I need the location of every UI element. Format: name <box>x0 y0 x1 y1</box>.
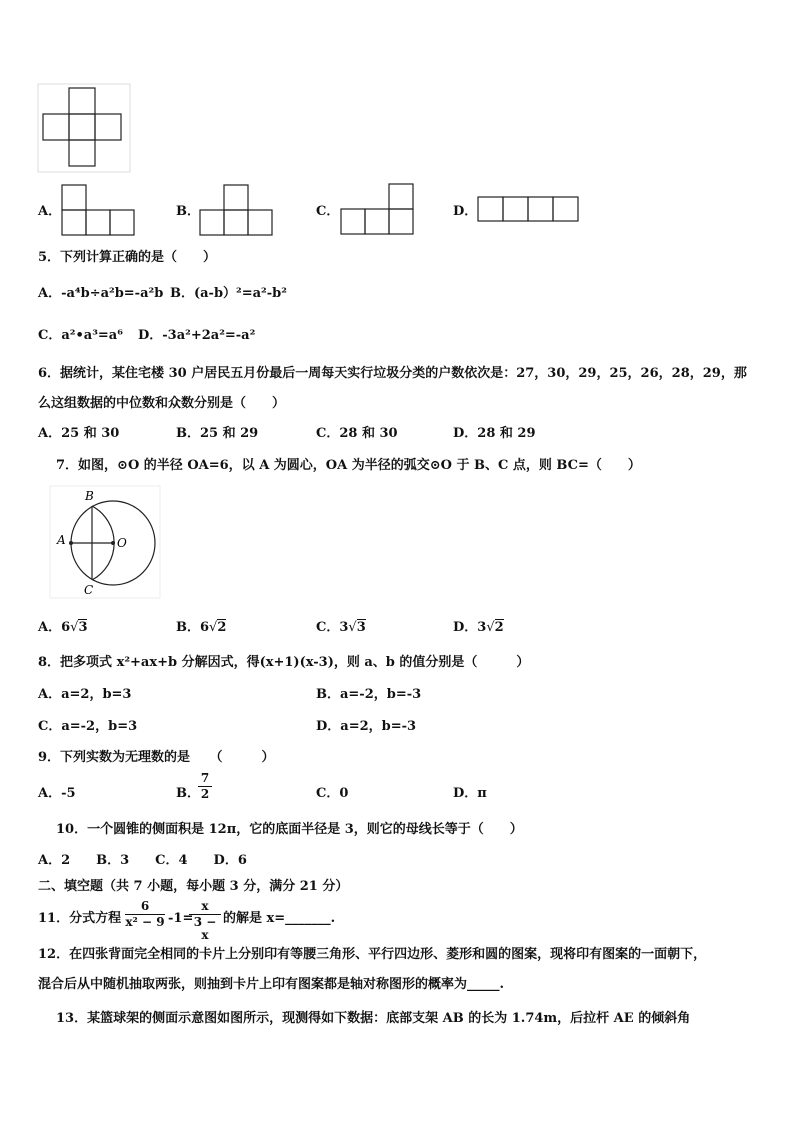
point-a <box>69 541 73 545</box>
cube-net-figure <box>38 84 130 172</box>
q5-option-c: C．a²•a³=a⁶ <box>38 328 123 343</box>
q12-line1: 12．在四张背面完全相同的卡片上分别印有等腰三角形、平行四边形、菱形和圆的图案，现将印有图案的一面朝下， <box>38 947 707 962</box>
q8-stem: 8．把多项式 x²+ax+b 分解因式，得(x+1)(x-3)，则 a、b 的值分别是（ ） <box>38 655 530 670</box>
sqrt-sign: √ <box>70 620 79 635</box>
q6-option-c: C．28 和 30 <box>316 426 398 441</box>
q11-fraction-1 <box>125 900 165 929</box>
q11-fraction-2 <box>189 900 221 942</box>
q7-option-c-label: C．3 <box>316 620 349 635</box>
q6-stem-line1: 6．据统计，某住宅楼 30 户居民五月份最后一周每天实行垃圾分类的户数依次是：27，30，29，25，26，28，29，那 <box>38 366 747 381</box>
sqrt-sign: √ <box>209 620 218 635</box>
q6-option-b: B．25 和 29 <box>176 426 259 441</box>
q11-fraction-1-denominator: x² − 9 <box>125 915 165 929</box>
q8-option-d: D．a=2，b=-3 <box>316 719 417 734</box>
figure-frame <box>38 84 130 172</box>
q12-line2: 混合后从中随机抽取两张，则抽到卡片上印有图案都是轴对称图形的概率为_____. <box>38 977 505 992</box>
q4-option-b-figure <box>198 184 278 238</box>
q7-option-b-label: B．6 <box>176 620 210 635</box>
q7-option-d-label: D．3 <box>453 620 487 635</box>
q7-circle-figure <box>50 486 160 598</box>
q5-option-b: B．(a-b）²=a²-b² <box>170 286 287 301</box>
label-b: B <box>85 489 94 503</box>
q5-option-d: D．-3a²+2a²=-a² <box>138 328 256 343</box>
sqrt-sign: √ <box>348 620 357 635</box>
q6-stem-line2: 么这组数据的中位数和众数分别是（ ） <box>38 396 286 411</box>
q8-option-b: B．a=-2，b=-3 <box>316 687 422 702</box>
q8-option-a: A．a=2，b=3 <box>38 687 132 702</box>
q4-option-c-label: C． <box>316 204 340 219</box>
q6-option-d: D．28 和 29 <box>453 426 536 441</box>
q4-option-a-label: A． <box>38 204 62 219</box>
q9-option-b-fraction <box>198 772 212 801</box>
q11-fraction-2-denominator: 3 − x <box>193 915 217 942</box>
sqrt-sign: √ <box>486 620 495 635</box>
q8-option-c: C．a=-2，b=3 <box>38 719 138 734</box>
q4-option-d-label: D． <box>453 204 478 219</box>
q5-option-a: A．-a⁴b÷a²b=-a²b <box>38 286 164 301</box>
section-heading: 二、填空题（共 7 小题，每小题 3 分，满分 21 分） <box>38 879 349 894</box>
q6-option-a: A．25 和 30 <box>38 426 120 441</box>
label-a: A <box>57 533 66 547</box>
q7-option-d <box>453 620 504 636</box>
label-c: C <box>84 583 94 597</box>
q9-option-d: D．π <box>453 786 487 801</box>
q9-option-b-label: B． <box>176 786 200 801</box>
q10-options: A．2 B．3 C．4 D．6 <box>38 853 247 868</box>
q11-fraction-1-numerator: 6 <box>140 899 150 913</box>
q9-option-b-denominator: 2 <box>200 787 210 801</box>
q7-option-c-radicand: 3 <box>356 620 366 635</box>
q13-line1: 13．某篮球架的侧面示意图如图所示，现测得如下数据：底部支架 AB 的长为 1.74m，后拉杆 AE 的倾斜角 <box>56 1011 691 1026</box>
q7-option-a-label: A．6 <box>38 620 71 635</box>
q4-option-d-figure <box>476 196 582 224</box>
q11-fraction-2-numerator: x <box>201 899 209 913</box>
q7-option-d-radicand: 2 <box>494 620 504 635</box>
q9-option-c: C．0 <box>316 786 349 801</box>
q11-suffix: 的解是 x=_______. <box>223 911 336 926</box>
q9-stem: 9．下列实数为无理数的是 （ ） <box>38 750 275 765</box>
q9-option-a: A．-5 <box>38 786 76 801</box>
q9-option-b-numerator: 7 <box>200 771 210 785</box>
q11-prefix: 11．分式方程 <box>38 911 122 926</box>
q4-option-c-figure <box>338 182 420 238</box>
q7-option-c <box>316 620 366 636</box>
q10-stem: 10．一个圆锥的侧面积是 12π，它的底面半径是 3，则它的母线长等于（ ） <box>56 822 523 837</box>
q11-middle: -1= <box>168 911 194 926</box>
q7-option-a <box>38 620 87 636</box>
q7-option-b <box>176 620 226 636</box>
figure-frame <box>50 486 160 598</box>
q7-option-b-radicand: 2 <box>217 620 227 635</box>
label-o: O <box>117 536 127 550</box>
point-o <box>111 541 115 545</box>
q7-stem: 7．如图，⊙O 的半径 OA=6，以 A 为圆心，OA 为半径的弧交⊙O 于 B、C 点，则 BC=（ ） <box>56 458 641 473</box>
q4-option-a-figure <box>60 184 140 238</box>
q4-option-b-label: B． <box>176 204 200 219</box>
q7-option-a-radicand: 3 <box>78 620 88 635</box>
q5-stem: 5．下列计算正确的是（ ） <box>38 250 217 265</box>
